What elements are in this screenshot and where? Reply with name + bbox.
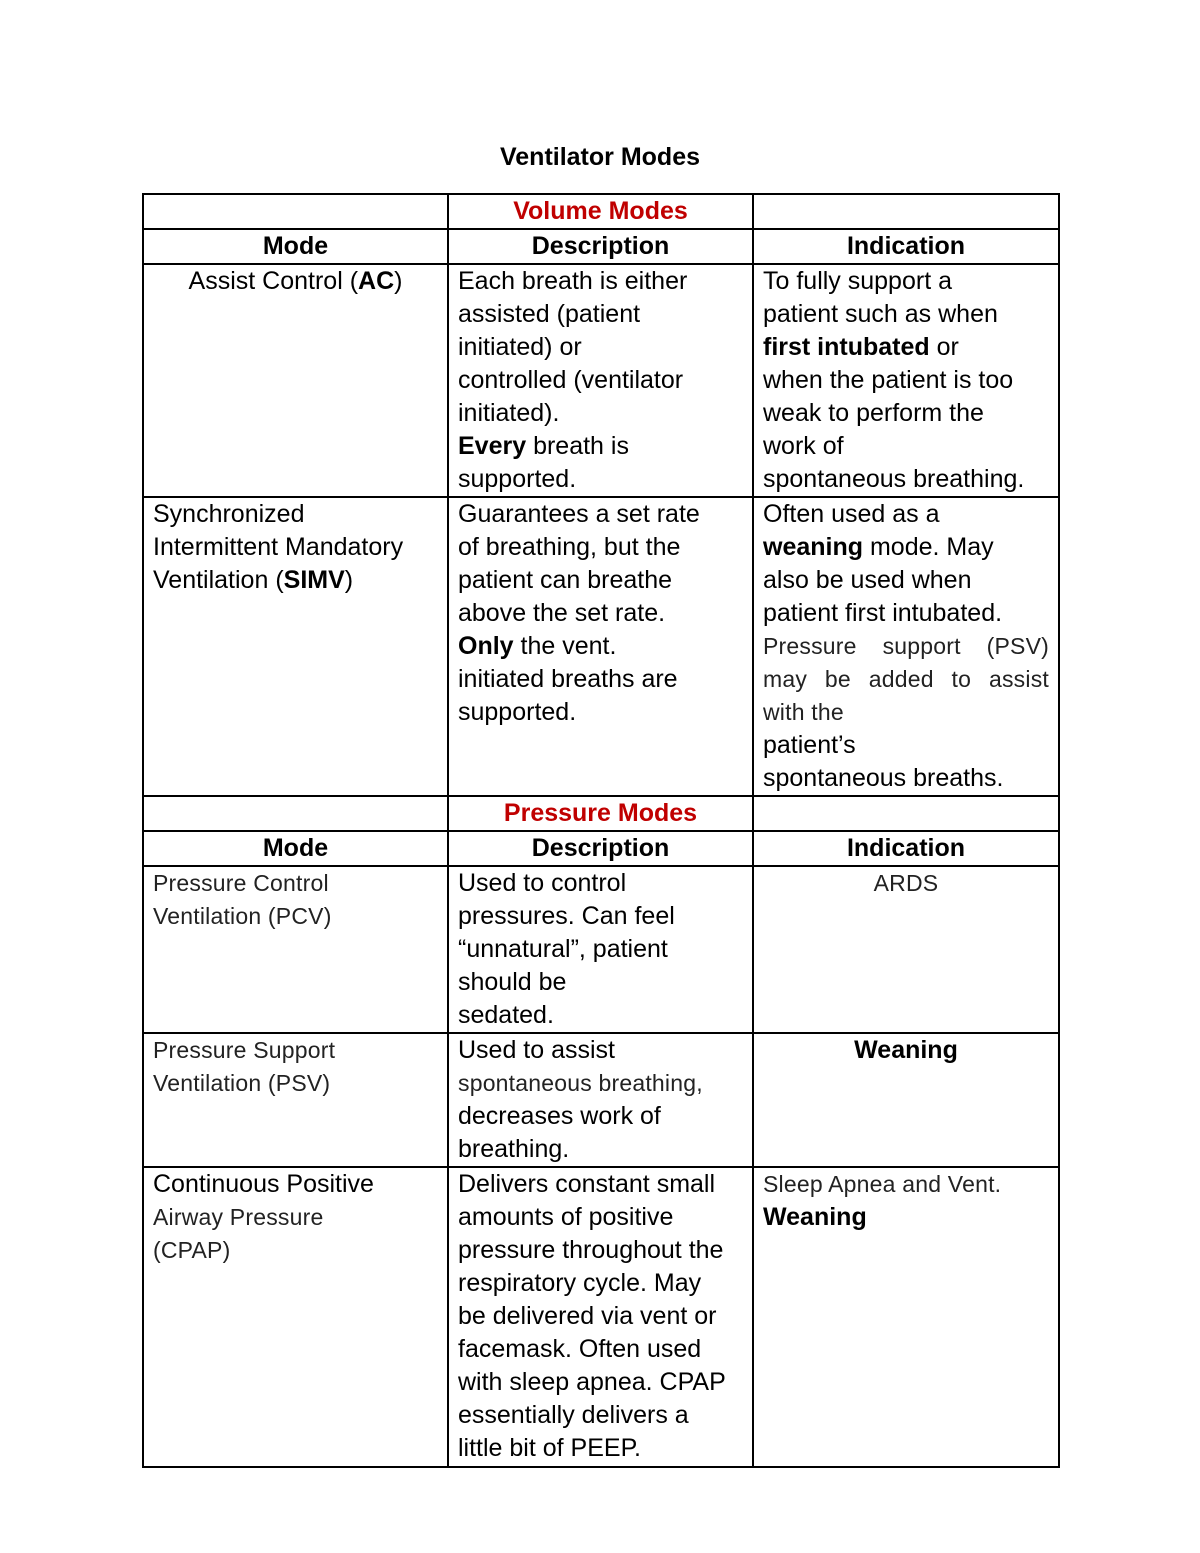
table-row-psv <box>143 1033 1059 1167</box>
mode-cell: Assist Control (AC) <box>143 264 448 497</box>
mode-abbr: PCV <box>275 903 324 929</box>
indication-cell: Weaning <box>753 1033 1059 1167</box>
section-empty-cell <box>753 194 1059 229</box>
description-cell: Used to assist spontaneous breathing, decreases work of breathing. <box>448 1033 753 1167</box>
indication-cell: Often used as a weaning mode. May also be used when patient first intubated. Pressure support (PSV) may be added to assist with the patient’s spontaneous breaths. <box>753 497 1059 796</box>
table-row-pcv <box>143 866 1059 1033</box>
section-empty-cell <box>753 796 1059 831</box>
indication-cell: ARDS <box>753 866 1059 1033</box>
mode-abbr: SIMV <box>283 566 345 594</box>
table-row-ac <box>143 264 1059 497</box>
section-empty-cell <box>143 796 448 831</box>
indication-cell: To fully support a patient such as when first intubated or when the patient is too weak to perform the work of spontaneous breathing. <box>753 264 1059 497</box>
volume-header-row <box>143 229 1059 264</box>
header-description: Description <box>448 229 753 264</box>
psv-note: Pressure support (PSV) may be added to assist with the <box>763 633 1049 725</box>
page-title: Ventilator Modes <box>499 143 701 171</box>
mode-cell: Synchronized Intermittent Mandatory Ventilation (SIMV) <box>143 497 448 796</box>
ventilator-modes-table <box>142 193 1060 1468</box>
pressure-header-row <box>143 831 1059 866</box>
section-empty-cell <box>143 194 448 229</box>
table-row-simv <box>143 497 1059 796</box>
header-indication: Indication <box>753 229 1059 264</box>
header-indication: Indication <box>753 831 1059 866</box>
description-cell: Delivers constant small amounts of positive pressure throughout the respiratory cycle. May be delivered via vent or facemask. Often used with sleep apnea. CPAP essentially delivers a little bit of PEEP. <box>448 1167 753 1467</box>
table-row-cpap <box>143 1167 1059 1467</box>
description-cell: Used to control pressures. Can feel “unnatural”, patient should be sedated. <box>448 866 753 1033</box>
indication-cell: Sleep Apnea and Vent. Weaning <box>753 1167 1059 1467</box>
description-cell: Each breath is either assisted (patient initiated) or controlled (ventilator initiated). Every breath is supported. <box>448 264 753 497</box>
header-description: Description <box>448 831 753 866</box>
mode-cell: Pressure Support Ventilation (PSV) <box>143 1033 448 1167</box>
volume-section-row <box>143 194 1059 229</box>
mode-cell: Continuous Positive Airway Pressure (CPAP) <box>143 1167 448 1467</box>
pressure-section-row <box>143 796 1059 831</box>
header-mode: Mode <box>143 229 448 264</box>
mode-abbr: PSV <box>275 1070 323 1096</box>
pressure-section-label: Pressure Modes <box>448 796 753 831</box>
mode-abbr: AC <box>358 267 395 295</box>
description-cell: Guarantees a set rate of breathing, but the patient can breathe above the set rate. Only the vent. initiated breaths are supported. <box>448 497 753 796</box>
mode-abbr: CPAP <box>160 1237 223 1263</box>
header-mode: Mode <box>143 831 448 866</box>
volume-section-label: Volume Modes <box>448 194 753 229</box>
mode-cell: Pressure Control Ventilation (PCV) <box>143 866 448 1033</box>
